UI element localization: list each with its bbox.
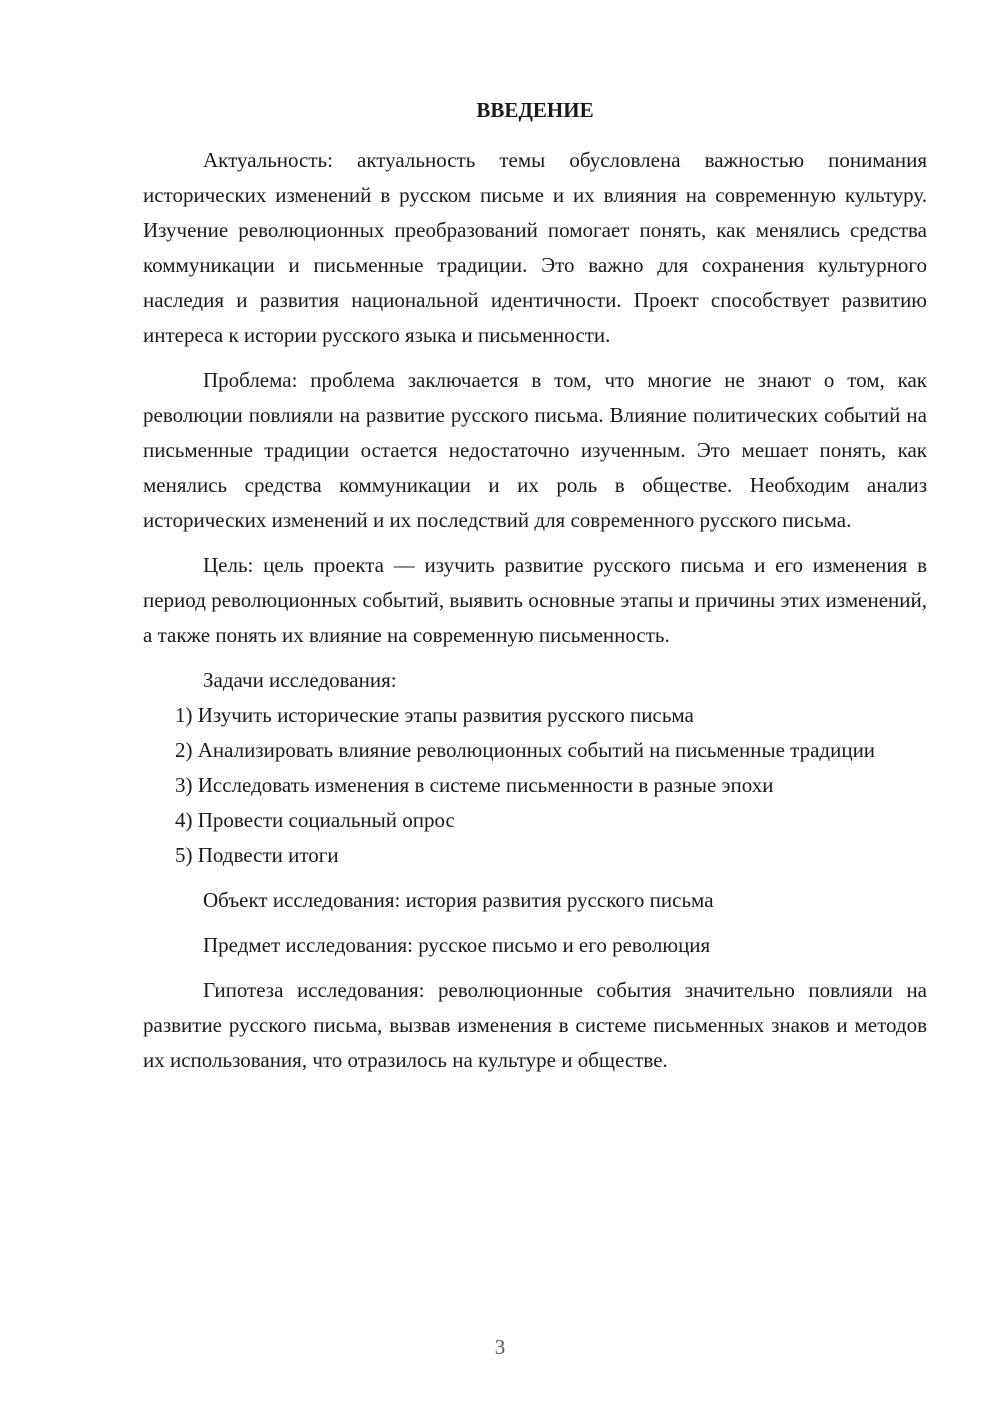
task-item: 3) Исследовать изменения в системе письменности в разные эпохи (175, 773, 774, 797)
task-item: 2) Анализировать влияние революционных событий на письменные традиции (175, 738, 876, 762)
paragraph-hypothesis: Гипотеза исследования: революционные события значительно повлияли на развитие русского письма, вызвав изменения в системе письменных знаков и методов их использования, что отразилось на культуре и обществе. (143, 978, 927, 1072)
task-item: 1) Изучить исторические этапы развития русского письма (175, 703, 694, 727)
paragraph-subject: Предмет исследования: русское письмо и его революция (203, 933, 711, 957)
task-item: 4) Провести социальный опрос (175, 808, 455, 832)
paragraph-relevance: Актуальность: актуальность темы обусловлена важностью понимания исторических изменений в русском письме и их влияния на современную культуру. Изучение революционных преобразований помогает понять, как менялись средства коммуникации и письменные традиции. Это важно для сохранения культурного наследия и развития национальной идентичности. Проект способствует развитию интереса к истории русского языка и письменности. (143, 148, 927, 347)
paragraph-object: Объект исследования: история развития русского письма (203, 888, 714, 912)
paragraph-goal: Цель: цель проекта — изучить развитие русского письма и его изменения в период революционных событий, выявить основные этапы и причины этих изменений, а также понять их влияние на современную письменность. (143, 553, 927, 647)
task-item: 5) Подвести итоги (175, 843, 339, 867)
page-title: ВВЕДЕНИЕ (476, 98, 594, 122)
page-number: 3 (494, 1335, 506, 1359)
tasks-heading: Задачи исследования: (203, 668, 397, 692)
document-body (143, 143, 927, 1078)
paragraph-problem: Проблема: проблема заключается в том, что многие не знают о том, как революции повлияли на развитие русского письма. Влияние политических событий на письменные традиции остается недостаточно изученным. Это мешает понять, как менялись средства коммуникации и их роль в обществе. Необходим анализ исторических изменений и их последствий для современного русского письма. (143, 368, 927, 532)
